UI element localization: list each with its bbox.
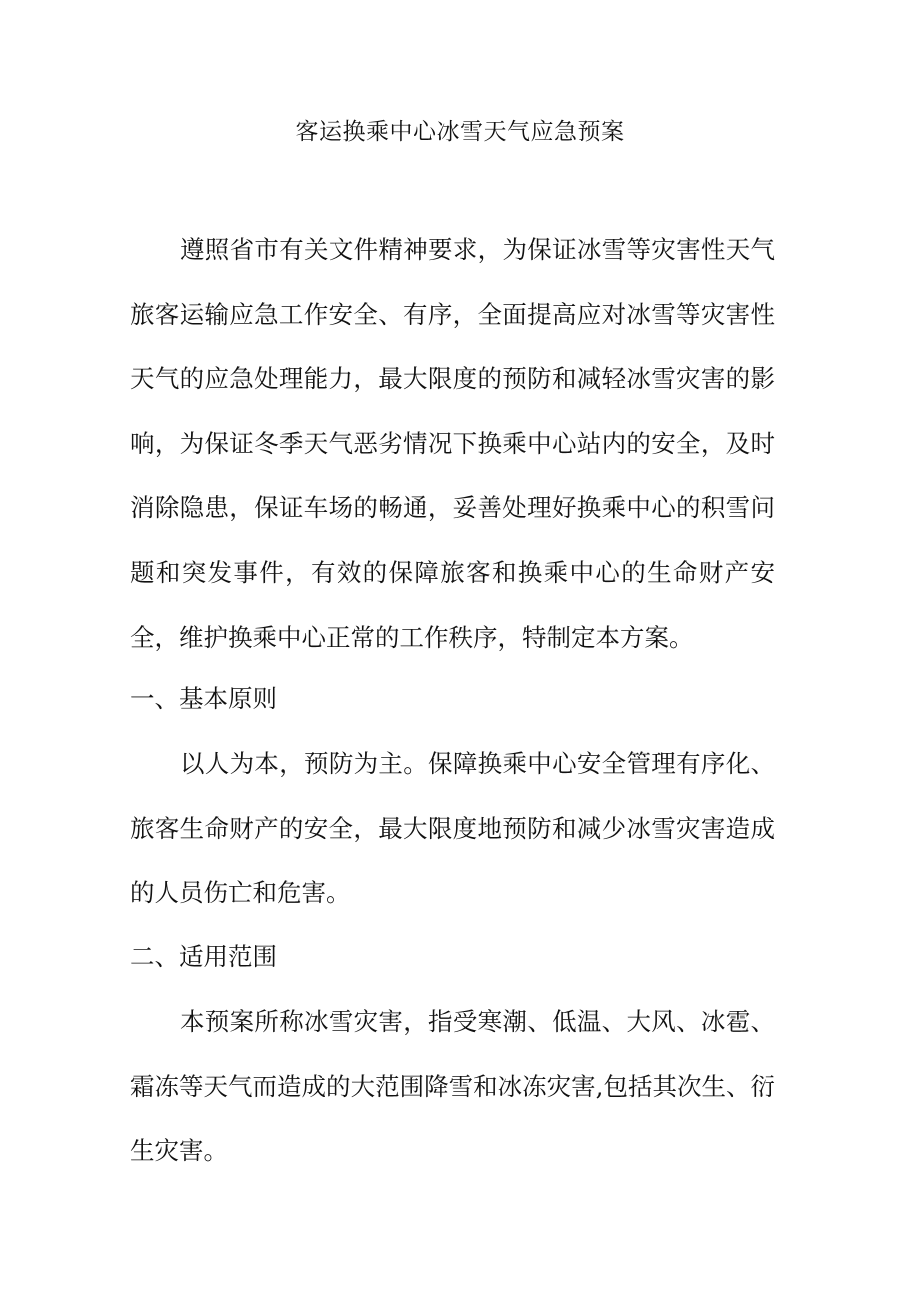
section-heading-basic-principles: 一、基本原则: [130, 684, 277, 713]
intro-paragraph: 遵照省市有关文件精神要求，为保证冰雪等灾害性天气旅客运输应急工作安全、有序，全面提高应对冰雪等灾害性天气的应急处理能力，最大限度的预防和减轻冰雪灾害的影响，为保证冬季天气恶劣情况下换乘中心站内的安全，及时消除隐患，保证车场的畅通，妥善处理好换乘中心的积雪问题和突发事件，有效的保障旅客和换乘中心的生命财产安全，维护换乘中心正常的工作秩序，特制定本方案。: [130, 235, 775, 652]
section-heading-scope: 二、适用范围: [130, 942, 277, 971]
section-body-basic-principles: 以人为本，预防为主。保障换乘中心安全管理有序化、旅客生命财产的安全，最大限度地预防和减少冰雪灾害造成的人员伤亡和危害。: [130, 749, 775, 908]
document-title: 客运换乘中心冰雪天气应急预案: [295, 119, 625, 145]
section-body-scope: 本预案所称冰雪灾害，指受寒潮、低温、大风、冰雹、霜冻等天气而造成的大范围降雪和冰冻灾害,包括其次生、衍生灾害。: [130, 1007, 775, 1166]
